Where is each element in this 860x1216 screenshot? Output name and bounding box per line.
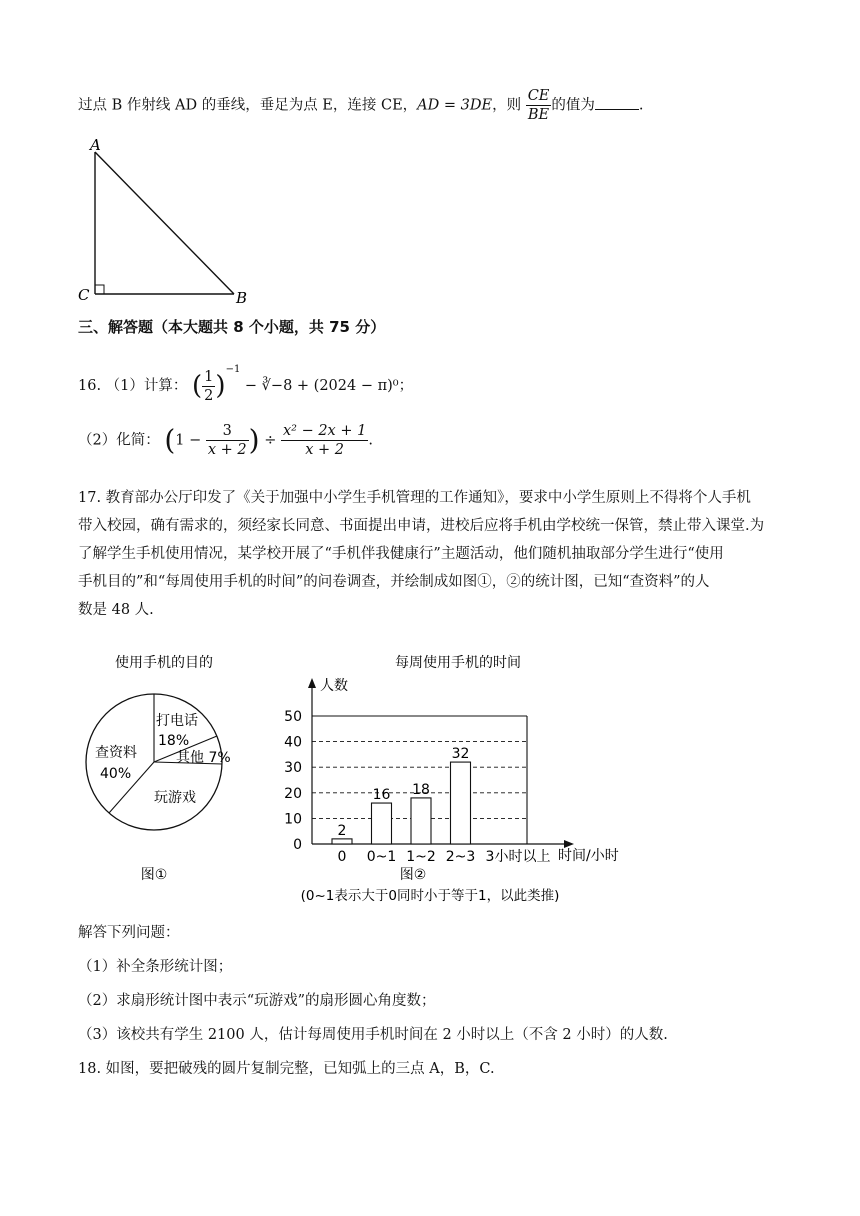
pie-label-research-pct: 40% [100, 766, 132, 782]
question-1: （1）补全条形统计图； [78, 959, 233, 975]
y-tick-label: 40 [284, 734, 302, 751]
pie-label-call-pct: 18% [158, 733, 190, 749]
category-label: 3小时以上 [485, 849, 551, 865]
q16-part2-one: 1 − [175, 432, 202, 449]
y-tick-label: 10 [284, 811, 302, 828]
y-axis-label: 人数 [320, 678, 348, 694]
bar-value-label: 32 [451, 746, 470, 763]
vertex-a-label: A [90, 136, 101, 154]
division-sign: ÷ [264, 432, 277, 449]
q18-text: 18. 如图，要把破残的圆片复制完整，已知弧上的三点 A，B，C. [78, 1061, 495, 1077]
q15-equation: AD = 3DE [417, 97, 493, 114]
q15-fraction [526, 87, 552, 124]
bar [332, 839, 352, 844]
x-axis-label: 时间/小时 [558, 848, 619, 864]
q15-text-part2: ，则 [492, 97, 522, 114]
pie-title: 使用手机的目的 [115, 655, 213, 671]
q15-text-part1: 过点 B 作射线 AD 的垂线，垂足为点 E，连接 CE， [78, 97, 418, 114]
right-triangle-figure [70, 130, 270, 310]
y-axis-arrow [308, 678, 316, 688]
y-tick-label: 0 [293, 837, 302, 853]
q16-fraction-1-denominator: x + 2 [207, 442, 247, 458]
vertex-c-label: C [78, 286, 90, 304]
bar-value-label: 16 [372, 787, 391, 804]
pie-label-games: 玩游戏 [154, 790, 196, 806]
half-fraction [202, 368, 215, 405]
x-axis-arrow [564, 840, 574, 848]
half-numerator: 1 [204, 368, 214, 385]
q17-line-2: 带入校园，确有需求的，须经家长同意、书面提出申请，进校后应将手机由学校统一保管，禁止带入课堂.为 [78, 518, 765, 534]
q16-part1-prefix: 16. （1）计算： [78, 378, 188, 394]
q16-fraction-2 [281, 422, 368, 459]
q15-text-line [78, 87, 643, 124]
category-label: 1~2 [406, 849, 436, 865]
q16-part1-expression: − ∛−8 + (2024 − π)⁰； [244, 378, 414, 394]
question-3: （3）该校共有学生 2100 人，估计每周使用手机时间在 2 小时以上（不含 2 小时）的人数. [78, 1027, 668, 1043]
q16-part2-prefix: （2）化简： [78, 432, 160, 449]
category-label: 0~1 [366, 849, 397, 865]
vertex-b-label: B [236, 289, 248, 307]
y-tick-labels [284, 709, 302, 853]
y-tick-label: 20 [284, 785, 302, 802]
q15-fraction-denominator: BE [527, 107, 550, 123]
bar-value-label: 18 [412, 781, 430, 798]
questions-intro: 解答下列问题： [78, 925, 180, 941]
q16-part2-end: . [368, 432, 373, 449]
section-3-heading: 三、解答题（本大题共 8 个小题，共 75 分） [78, 318, 386, 336]
q15-fraction-numerator: CE [527, 88, 550, 104]
pie-caption: 图① [140, 867, 168, 883]
exponent-label: −1 [225, 364, 241, 375]
q16-fraction-1-numerator: 3 [206, 422, 249, 441]
bar [372, 803, 392, 844]
q17-line-5: 数是 48 人. [78, 602, 154, 618]
q15-text-end: . [638, 97, 644, 114]
y-tick-label: 50 [284, 709, 302, 725]
category-label: 0 [337, 849, 347, 865]
q17-line-4: 手机目的”和“每周使用手机的时间”的问卷调查，并绘制成如图①，②的统计图，已知“查资料”的人 [78, 574, 710, 590]
bar-chart-caption: 图② [399, 867, 427, 883]
bar [451, 762, 471, 844]
category-label: 2~3 [445, 849, 476, 865]
bar-chart [280, 650, 640, 910]
bar [411, 798, 431, 844]
q16-part1: 16. （1）计算： ( $\frac{1}{2}$ )$^{-1}$ − ∛−8 + (2024 − π)⁰； [78, 364, 414, 404]
q15-text-part3: 的值为 [551, 97, 595, 114]
q16-part2: （2）化简： (1 − $\frac{3}{x + 2}$ ) ÷ $\frac{\text{x² − 2x + 1}}{x + 2}$ . [78, 423, 373, 458]
q16-fraction-2-numerator: x² − 2x + 1 [282, 423, 367, 439]
q16-fraction-1 [206, 422, 249, 459]
category-labels [338, 849, 551, 865]
question-2: （2）求扇形统计图中表示“玩游戏”的扇形圆心角度数； [78, 993, 436, 1009]
half-denominator: 2 [204, 387, 214, 404]
pie-label-research: 查资料 [95, 745, 137, 761]
bar-chart-note: (0~1表示大于0同时小于等于1，以此类推) [300, 888, 560, 904]
q17-paragraph [78, 484, 788, 624]
q17-line-1: 17. 教育部办公厅印发了《关于加强中小学生手机管理的工作通知》，要求中小学生原则上不得将个人手机 [78, 490, 751, 506]
y-tick-label: 30 [284, 760, 302, 777]
q17-line-3: 了解学生手机使用情况，某学校开展了“手机伴我健康行”主题活动，他们随机抽取部分学生进行“使用 [78, 546, 724, 562]
bars [332, 746, 471, 844]
pie-chart [78, 650, 258, 885]
pie-label-call: 打电话 [156, 713, 198, 729]
pie-label-other: 其他 7% [176, 750, 231, 766]
answer-blank[interactable] [595, 95, 639, 110]
bar-value-label: 2 [337, 822, 347, 839]
q16-fraction-2-denominator: x + 2 [305, 442, 345, 458]
bar-chart-title: 每周使用手机的时间 [395, 655, 521, 671]
